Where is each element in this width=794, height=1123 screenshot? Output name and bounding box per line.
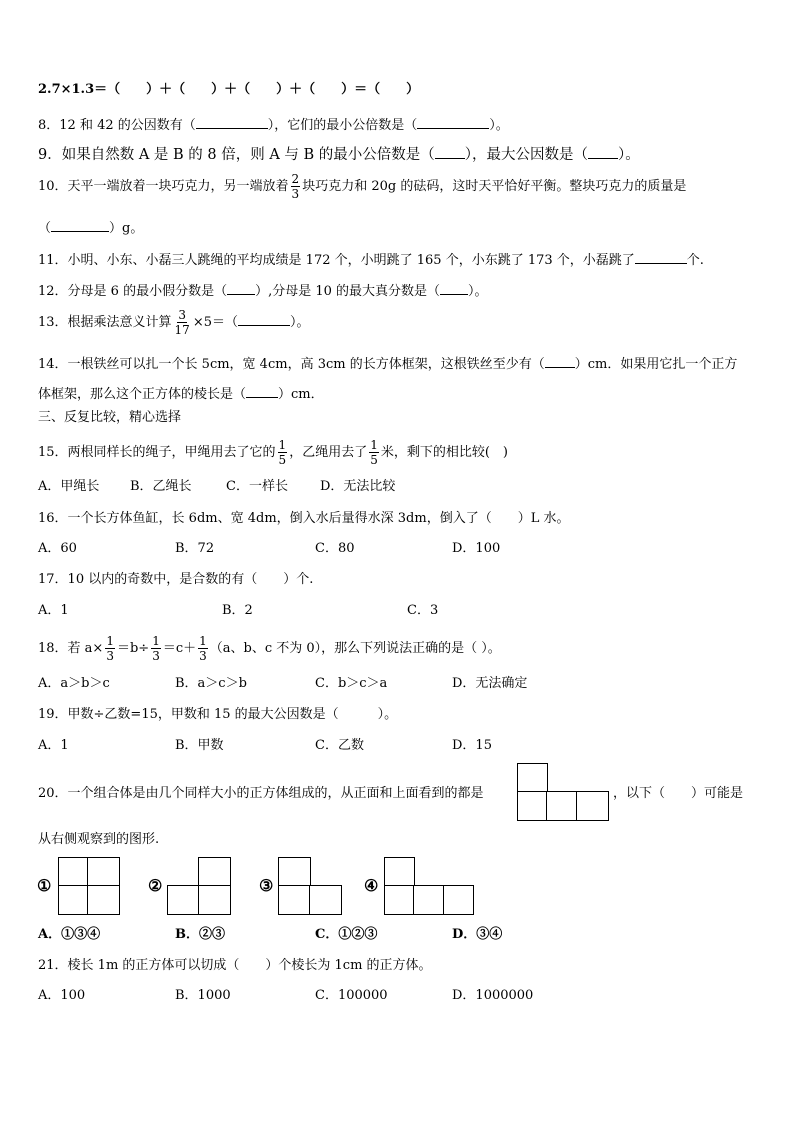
option-d[interactable]: D．15	[452, 738, 492, 753]
question-20-tail: ，以下（ ）可能是	[613, 786, 744, 801]
figure-label-1: ①	[37, 876, 52, 895]
option-a[interactable]: A．60	[38, 541, 77, 556]
answer-blank[interactable]	[440, 282, 468, 295]
option-d[interactable]: D．100	[452, 541, 501, 556]
fraction: $\frac{1}{5}$	[278, 438, 287, 467]
option-d[interactable]: D．1000000	[452, 988, 534, 1003]
option-c[interactable]: C．乙数	[315, 738, 364, 753]
question-8: 8．12 和 42 的公因数有（ ），它们的最小公倍数是（ ）。	[38, 118, 509, 133]
question-19: 19．甲数÷乙数=15，甲数和 15 的最大公因数是（ ）。	[38, 707, 398, 722]
question-18: 18．若 a× $\frac{1}{3}$ ＝b÷ $\frac{1}{3}$ ＝c＋ $\frac{1}{3}$ （a、b、c 不为 0），那么下列说法正确的是（ ）。	[38, 634, 501, 663]
question-17: 17．10 以内的奇数中，是合数的有（ ）个.	[38, 572, 314, 587]
answer-blank[interactable]	[238, 313, 290, 326]
option-c[interactable]: C．80	[315, 541, 355, 556]
question-20-line2: 从右侧观察到的图形.	[38, 832, 160, 847]
option-b[interactable]: B．2	[222, 603, 253, 618]
option-a[interactable]: A．1	[38, 603, 69, 618]
option-a[interactable]: A．1	[38, 738, 69, 753]
figure-label-2: ②	[148, 876, 163, 895]
option-b[interactable]: B．乙绳长	[130, 479, 192, 494]
question-13: 13．根据乘法意义计算 $\frac{3}{17}$ ×5＝（ ）。	[38, 308, 310, 337]
question-20: 20．一个组合体是由几个同样大小的正方体组成的，从正面和上面看到的都是	[38, 786, 484, 801]
fraction: $\frac{1}{3}$	[152, 634, 160, 663]
question-9: 9．如果自然数 A 是 B 的 8 倍，则 A 与 B 的最小公倍数是（ ），最大公因数是（ ）。	[38, 147, 640, 163]
figure-label-3: ③	[259, 876, 274, 895]
answer-blank[interactable]	[227, 282, 255, 295]
question-21: 21．棱长 1m 的正方体可以切成（ ）个棱长为 1cm 的正方体。	[38, 958, 432, 973]
q7-continuation: 2.7×1.3＝（ ）＋（ ）＋（ ）＋（ ）＝（ ）	[38, 82, 420, 97]
option-a[interactable]: A．①③④	[38, 927, 101, 942]
side-view-figure-2[interactable]	[167, 857, 231, 915]
side-view-figure-3[interactable]	[278, 857, 342, 915]
option-a[interactable]: A．100	[38, 988, 86, 1003]
answer-blank[interactable]	[417, 116, 489, 129]
option-b[interactable]: B．a＞c＞b	[175, 676, 247, 691]
side-view-figure-4[interactable]	[384, 857, 474, 915]
fraction: $\frac{3}{17}$	[174, 308, 190, 337]
fraction: $\frac{1}{5}$	[370, 438, 378, 467]
option-b[interactable]: B．甲数	[175, 738, 224, 753]
figure-label-4: ④	[364, 876, 379, 895]
fraction: $\frac{1}{3}$	[199, 634, 207, 663]
option-b[interactable]: B．1000	[175, 988, 231, 1003]
option-b[interactable]: B．②③	[175, 927, 225, 942]
question-15: 15．两根同样长的绳子，甲绳用去了它的 $\frac{1}{5}$ ，乙绳用去了 $\frac{1}{5}$ 米，剩下的相比较( )	[38, 438, 508, 467]
question-14: 14．一根铁丝可以扎一个长 5cm，宽 4cm，高 3cm 的长方体框架，这根铁丝至少有（ ）cm．如果用它扎一个正方	[38, 357, 738, 372]
question-10: 10．天平一端放着一块巧克力，另一端放着 $\frac{2}{3}$ 块巧克力和 20g 的砝码，这时天平恰好平衡。整块巧克力的质量是	[38, 172, 687, 201]
answer-blank[interactable]	[435, 146, 465, 159]
option-c[interactable]: C．一样长	[226, 479, 288, 494]
option-c[interactable]: C．①②③	[315, 927, 378, 942]
answer-blank[interactable]	[588, 146, 618, 159]
front-top-view-figure	[517, 763, 609, 821]
fraction: $\frac{2}{3}$	[291, 172, 300, 201]
option-d[interactable]: D．无法比较	[320, 479, 396, 494]
question-10-line2: （ ）g。	[38, 221, 144, 236]
fraction: $\frac{1}{3}$	[106, 634, 114, 663]
question-12: 12．分母是 6 的最小假分数是（ ）,分母是 10 的最大真分数是（ ）。	[38, 284, 488, 299]
side-view-figure-1[interactable]	[58, 857, 120, 915]
option-c[interactable]: C．100000	[315, 988, 388, 1003]
option-d[interactable]: D．③④	[452, 927, 503, 942]
answer-blank[interactable]	[635, 251, 687, 264]
option-c[interactable]: C．3	[407, 603, 439, 618]
answer-blank[interactable]	[246, 385, 278, 398]
question-14-line2: 体框架，那么这个正方体的棱长是（ ）cm．	[38, 387, 324, 402]
option-d[interactable]: D．无法确定	[452, 676, 528, 691]
question-11: 11．小明、小东、小磊三人跳绳的平均成绩是 172 个，小明跳了 165 个，小东跳了 173 个，小磊跳了 个.	[38, 253, 704, 268]
answer-blank[interactable]	[51, 219, 109, 232]
question-16: 16．一个长方体鱼缸，长 6dm、宽 4dm，倒入水后量得水深 3dm，倒入了（ ）L 水。	[38, 511, 570, 526]
section-heading: 三、反复比较，精心选择	[38, 410, 182, 425]
answer-blank[interactable]	[545, 355, 575, 368]
option-a[interactable]: A．甲绳长	[38, 479, 100, 494]
option-b[interactable]: B．72	[175, 541, 215, 556]
option-a[interactable]: A．a＞b＞c	[38, 676, 110, 691]
answer-blank[interactable]	[196, 116, 268, 129]
option-c[interactable]: C．b＞c＞a	[315, 676, 388, 691]
